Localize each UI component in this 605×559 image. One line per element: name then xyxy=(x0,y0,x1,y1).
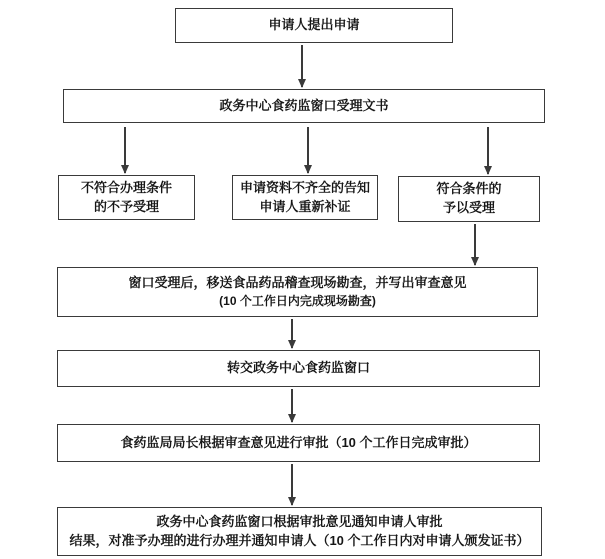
node-notify-applicant-result xyxy=(57,507,542,556)
node-incomplete-materials xyxy=(232,175,378,220)
node-text: 食药监局局长根据审查意见进行审批（10 个工作日完成审批） xyxy=(120,434,477,450)
node-text: 不符合办理条件 xyxy=(80,179,172,195)
arrow-down-icon xyxy=(291,389,293,422)
node-transfer-to-window xyxy=(57,350,540,387)
arrow-down-icon xyxy=(124,127,126,173)
node-text: 予以受理 xyxy=(442,200,495,215)
node-site-survey xyxy=(57,267,538,317)
node-text: 窗口受理后，移送食品药品稽查现场勘查，并写出审查意见 xyxy=(128,274,467,290)
node-director-approval xyxy=(57,424,540,462)
node-window-accept-documents xyxy=(63,89,545,123)
node-not-accepted xyxy=(58,175,195,220)
arrow-down-icon xyxy=(307,127,309,173)
node-applicant-submit xyxy=(175,8,453,43)
node-text: 结果，对准予办理的进行办理并通知申请人（10 个工作日内对申请人颁发证书） xyxy=(69,532,530,548)
arrow-down-icon xyxy=(291,319,293,348)
node-text: 申请人提出申请 xyxy=(268,17,360,33)
node-text: 政务中心食药监窗口根据审批意见通知申请人审批 xyxy=(156,513,443,529)
node-text: 的不予受理 xyxy=(93,198,159,214)
arrow-down-icon xyxy=(474,224,476,265)
node-text: 申请人重新补证 xyxy=(259,198,351,214)
arrow-down-icon xyxy=(487,127,489,174)
node-accepted xyxy=(398,176,540,222)
node-subtext: (10 个工作日内完成现场勘查) xyxy=(219,293,376,308)
node-text: 申请资料不齐全的告知 xyxy=(239,179,370,195)
node-text: 政务中心食药监窗口受理文书 xyxy=(219,97,389,113)
arrow-down-icon xyxy=(301,45,303,87)
node-text: 符合条件的 xyxy=(436,181,502,197)
node-text: 转交政务中心食药监窗口 xyxy=(226,360,370,376)
arrow-down-icon xyxy=(291,464,293,505)
